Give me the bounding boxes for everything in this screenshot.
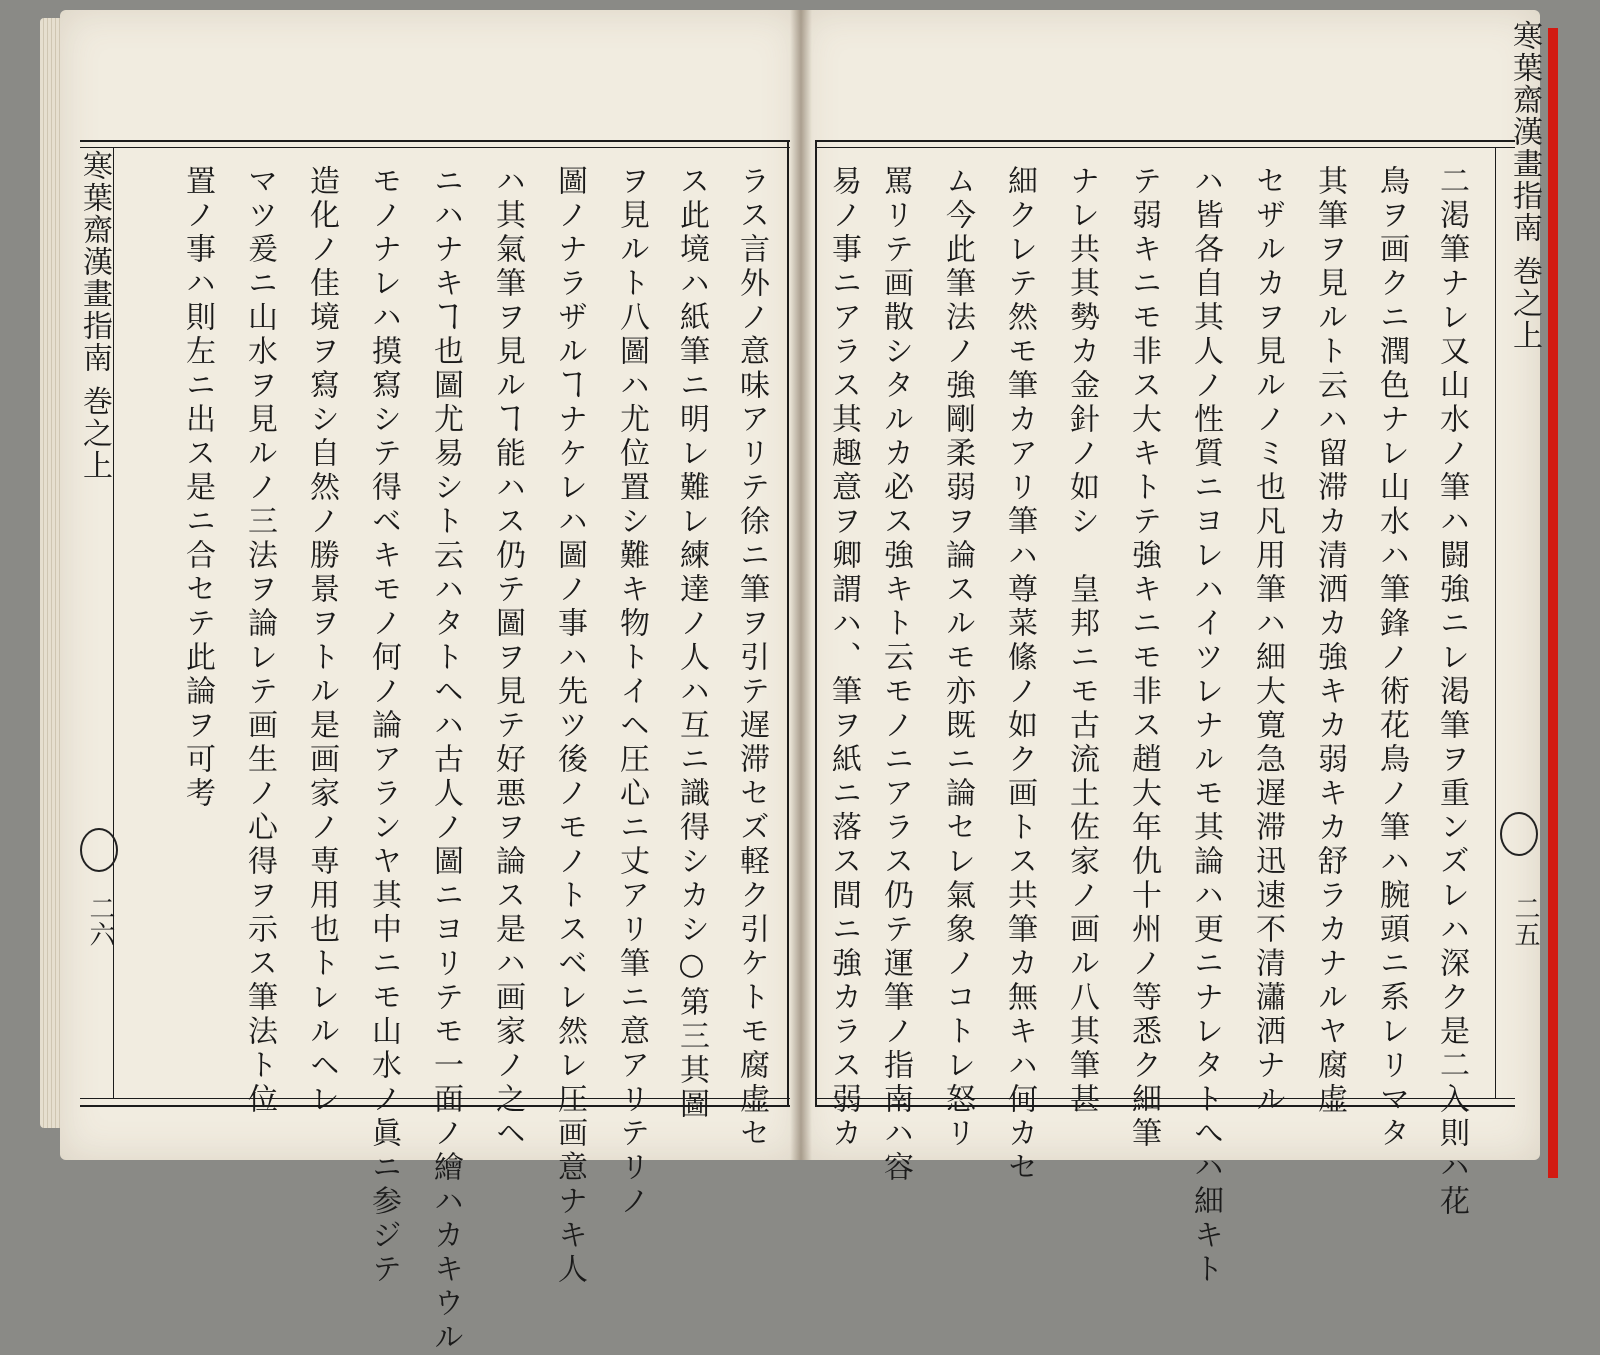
left-margin-title: 寒葉齋漢畫指南 巻之上 — [77, 150, 112, 482]
left-text-line: モノナレハ摸寫シテ得ベキモノ何ノ論アランヤ其中ニモ山水ノ眞ニ参ジテ — [366, 165, 401, 1287]
right-text-line: ム今此筆法ノ強剛柔弱ヲ論スルモ亦既ニ論セレ氣象ノコトレ怒リ — [940, 165, 975, 1151]
left-text-line: 造化ノ佳境ヲ寫シ自然ノ勝景ヲトル是画家ノ専用也トレルヘレ — [304, 165, 339, 1117]
red-cover-edge — [1548, 28, 1558, 1178]
left-page-number: 二六 — [85, 895, 115, 947]
right-frame-top-inner — [815, 147, 1515, 148]
right-frame-left — [815, 140, 817, 1107]
right-text-line: テ弱キニモ非ス大キトテ強キニモ非ス趙大年仇十州ノ等悉ク細筆 — [1126, 165, 1161, 1151]
left-frame-top — [80, 140, 790, 142]
book-gutter — [790, 10, 812, 1160]
left-fish-tail-mark — [80, 828, 118, 872]
left-text-line: ハ其氣筆ヲ見ルヿ能ハス仍テ圖ヲ見テ好悪ヲ論ス是ハ画家ノ之ヘ — [490, 165, 525, 1151]
left-text-line: ヲ見ルト八圖ハ尤位置シ難キ物トイヘ圧心ニ丈アリ筆ニ意アリテリノ — [614, 165, 649, 1219]
right-fish-tail-mark — [1500, 812, 1538, 856]
left-text-line: ラス言外ノ意味アリテ徐ニ筆ヲ引テ遅滞セズ軽ク引ケトモ腐虚セ — [734, 165, 769, 1151]
left-text-line: マツ爰ニ山水ヲ見ルノ三法ヲ論レテ画生ノ心得ヲ示ス筆法ト位 — [242, 165, 277, 1117]
right-text-line: 二渇筆ナレ又山水ノ筆ハ闘強ニレ渇筆ヲ重ンズレハ深ク是二入則ハ花 — [1434, 165, 1469, 1219]
left-frame-top-inner — [80, 147, 790, 148]
left-text-line: 圖ノナラザルヿナケレハ圖ノ事ハ先ツ後ノモノトスベレ然レ圧画意ナキ人 — [552, 165, 587, 1287]
right-text-line: 罵リテ画散シタルカ必ス強キト云モノニアラス仍テ運筆ノ指南ハ容 — [878, 165, 913, 1185]
right-page-number: 二五 — [1510, 895, 1540, 947]
right-text-line: ハ皆各自其人ノ性質ニヨレハイツレナルモ其論ハ更ニナレタトへハ細キト — [1188, 165, 1223, 1287]
right-margin-title: 寒葉齋漢畫指南 巻之上 — [1507, 20, 1542, 352]
right-frame-inner-rule — [1495, 147, 1496, 1098]
right-text-line: 細クレテ然モ筆カアリ筆ハ尊菜絛ノ如ク画トス共筆カ無キハ何カセ — [1002, 165, 1037, 1185]
right-frame-top — [815, 140, 1515, 142]
right-text-line: 鳥ヲ画クニ潤色ナレ山水ハ筆鋒ノ術花鳥ノ筆ハ腕頭ニ系レリマタ — [1374, 165, 1409, 1151]
left-text-line: 置ノ事ハ則左ニ出ス是ニ合セテ此論ヲ可考 — [180, 165, 215, 811]
right-text-line: 其筆ヲ見ルト云ハ留滞カ清洒カ強キカ弱キカ舒ラカナルヤ腐虚 — [1312, 165, 1347, 1117]
right-text-line: ナレ共其勢カ金針ノ如シ 皇邦ニモ古流土佐家ノ画ル八其筆甚 — [1064, 165, 1099, 1117]
left-text-line: ニハナキヿ也圖尤易シト云ハタトヘハ古人ノ圖ニヨリテモ一面ノ繪ハカキウル — [428, 165, 463, 1355]
right-text-line: セザルカヲ見ルノミ也凡用筆ハ細大寛急遅滞迅速不清瀟洒ナル — [1250, 165, 1285, 1117]
right-text-line: 易ノ事ニアラス其趣意ヲ卿謂ハ、筆ヲ紙ニ落ス間ニ強カラス弱カ — [826, 165, 861, 1151]
left-text-line: ス此境ハ紙筆ニ明レ難レ練達ノ人ハ互ニ識得シカシ○第三其圖 — [674, 165, 709, 1122]
left-frame-right — [787, 140, 789, 1107]
